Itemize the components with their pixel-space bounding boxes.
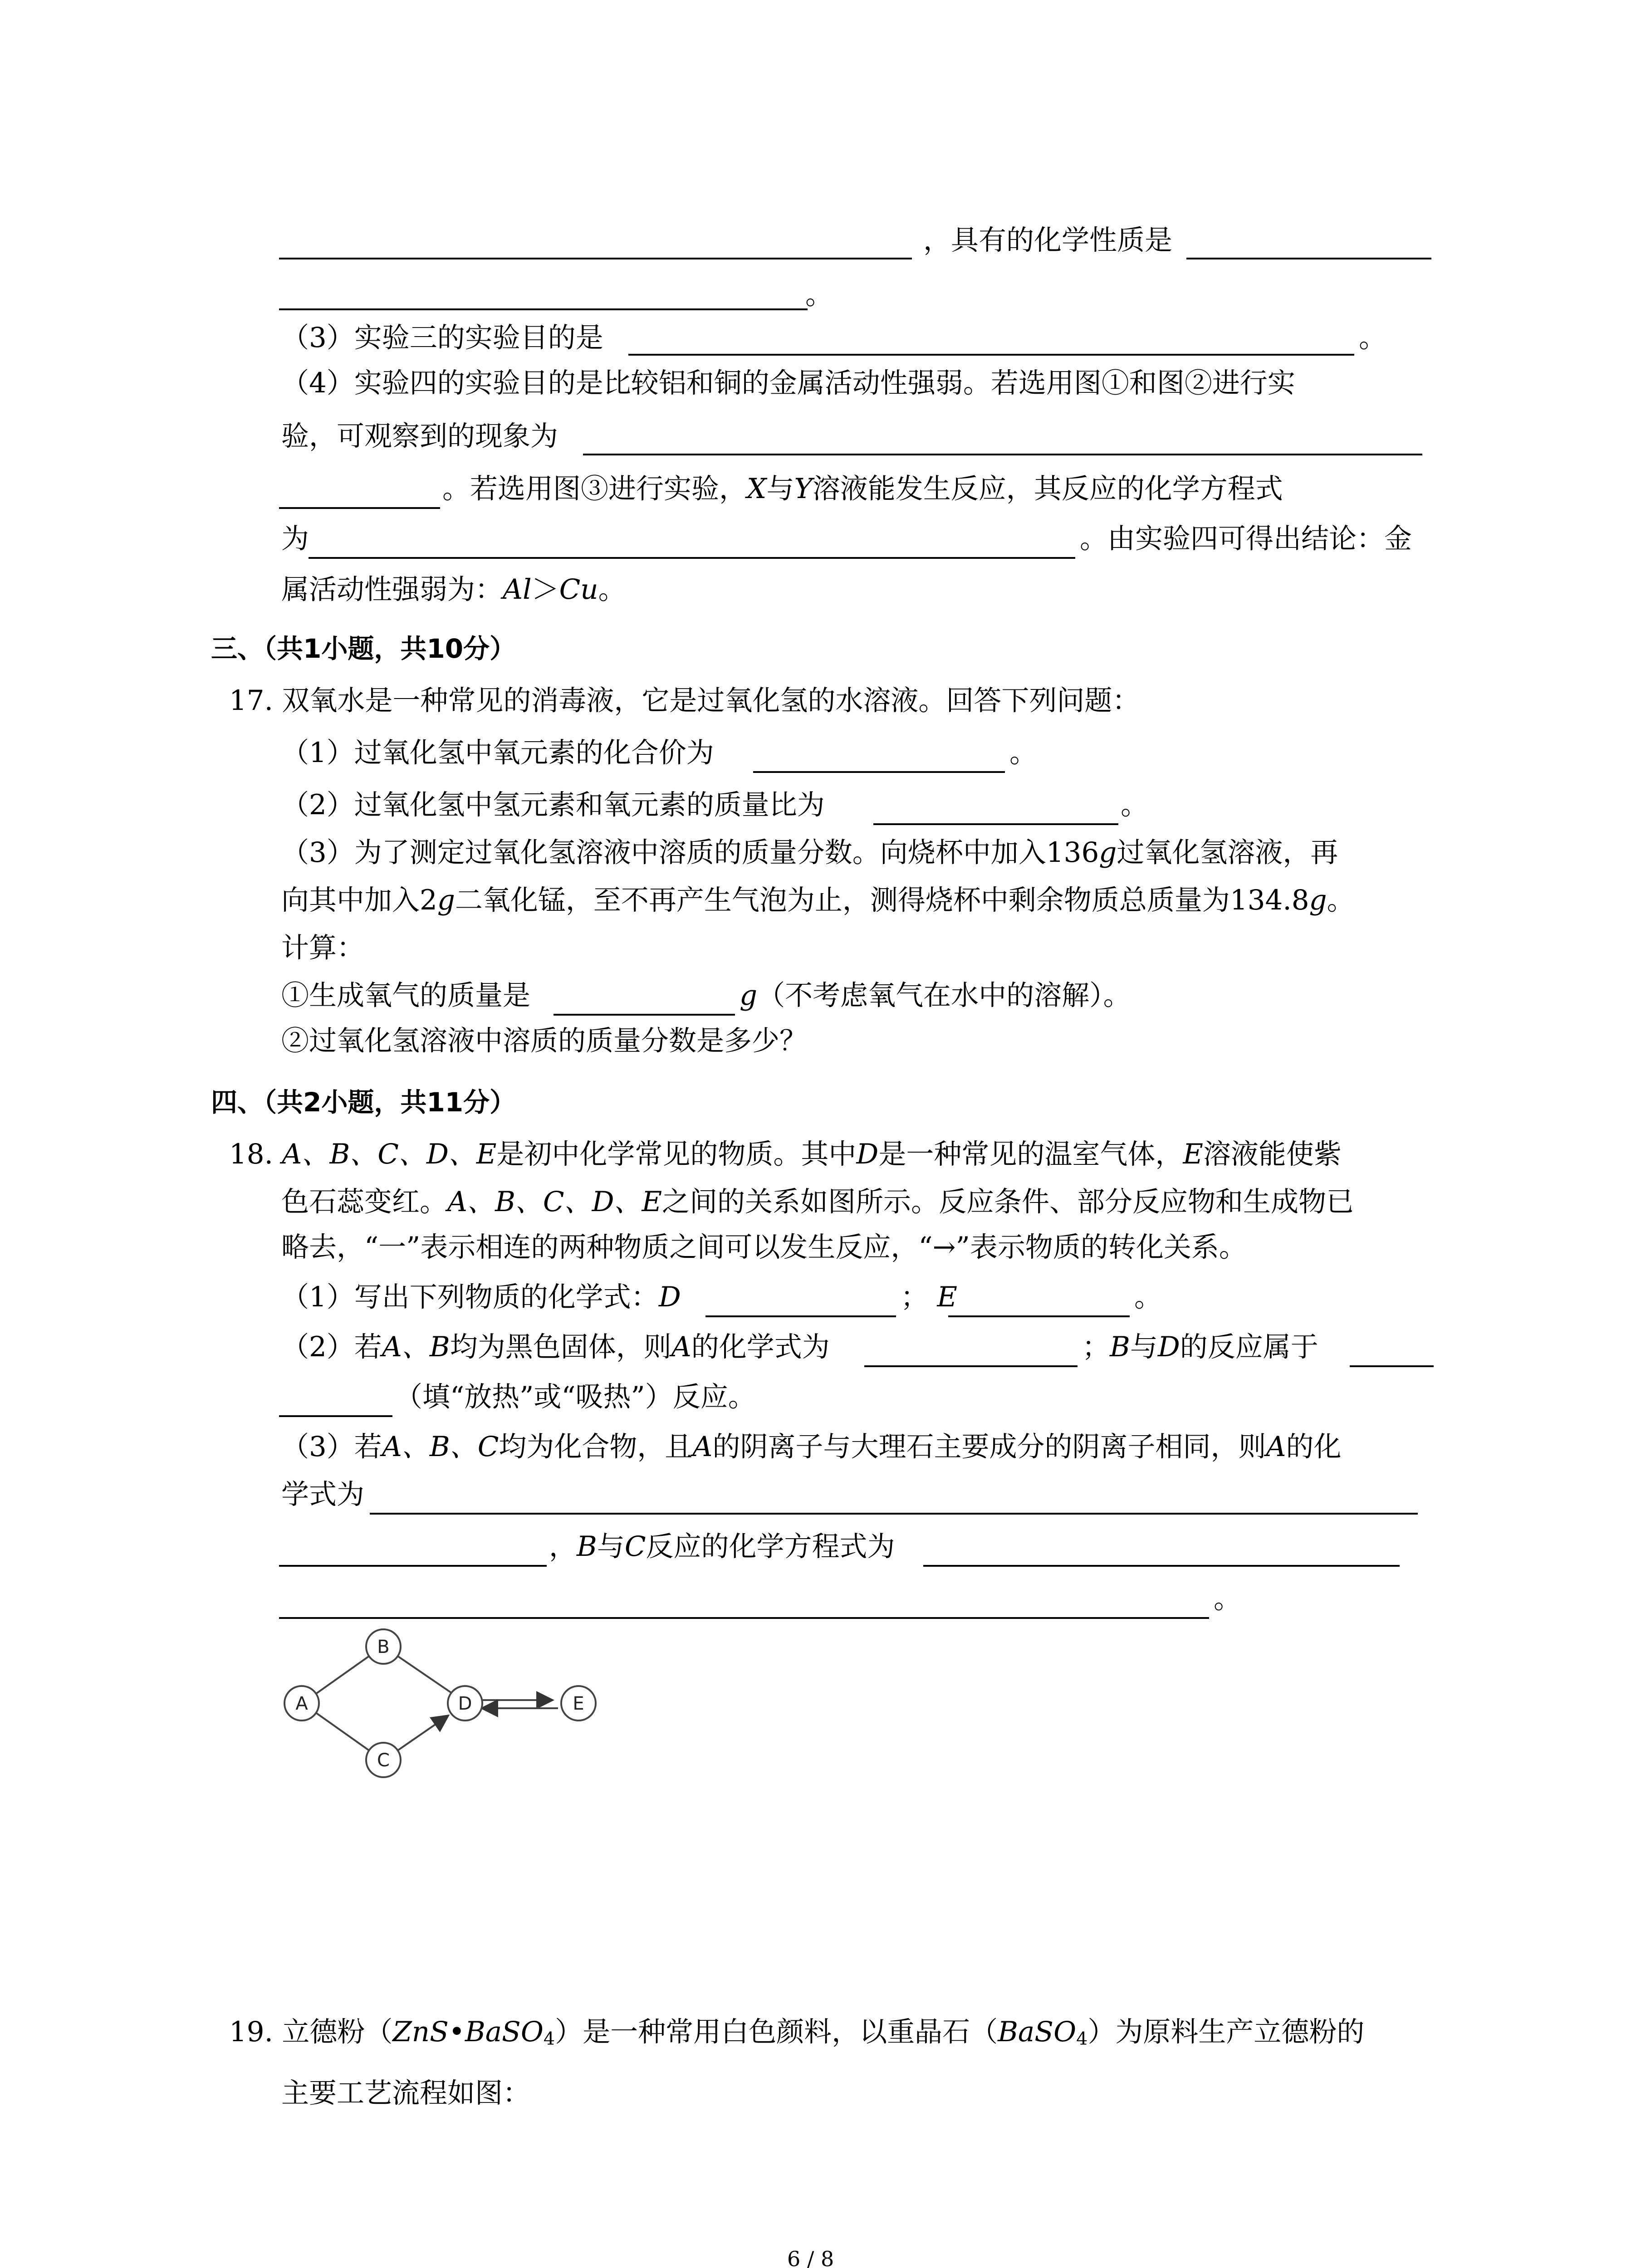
text-line: 。 xyxy=(1359,322,1387,354)
answer-blank[interactable] xyxy=(923,1565,1400,1567)
text-line: 学式为 xyxy=(281,1478,365,1510)
text-line: （2）若A、B均为黑色固体，则A的化学式为 xyxy=(281,1331,830,1363)
answer-blank[interactable] xyxy=(1186,258,1431,259)
node-c-label: C xyxy=(377,1750,390,1771)
text-line: ①生成氧气的质量是 xyxy=(281,979,531,1012)
arrow-c-to-d xyxy=(397,1716,448,1751)
text-line: （4）实验四的实验目的是比较铝和铜的金属活动性强弱。若选用图①和图②进行实 xyxy=(281,367,1295,399)
answer-blank[interactable] xyxy=(279,308,808,310)
answer-blank[interactable] xyxy=(279,258,912,259)
relation-diagram xyxy=(272,1615,608,1787)
text-line: 为 xyxy=(281,523,309,555)
text-line: 。 xyxy=(1214,1583,1242,1615)
question-stem: 17. 双氧水是一种常见的消毒液，它是过氧化氢的水溶液。回答下列问题： xyxy=(229,684,1140,717)
text-line: 色石蕊变红。A、B、C、D、E之间的关系如图所示。反应条件、部分反应物和生成物已 xyxy=(281,1186,1354,1218)
question-stem: 18. A、B、C、D、E是初中化学常见的物质。其中D是一种常见的温室气体，E溶液能使紫 xyxy=(229,1138,1342,1170)
text-line: 。 xyxy=(805,279,833,311)
text-line: g（不考虑氧气在水中的溶解）。 xyxy=(740,979,1131,1012)
answer-blank[interactable] xyxy=(628,354,1354,356)
text-line: ，B与C反应的化学方程式为 xyxy=(549,1530,895,1563)
text-line: 。 xyxy=(1121,789,1149,821)
answer-blank[interactable] xyxy=(583,454,1422,455)
text-line: ；B与D的反应属于 xyxy=(1082,1331,1318,1363)
text-line: 。 xyxy=(1009,737,1038,769)
node-a-label: A xyxy=(295,1693,308,1714)
answer-blank[interactable] xyxy=(948,1315,1130,1317)
answer-blank[interactable] xyxy=(753,771,1005,773)
text-line: （1）过氧化氢中氧元素的化合价为 xyxy=(281,737,714,769)
node-d-label: D xyxy=(458,1693,472,1714)
question-stem: 19. 立德粉（ZnS•BaSO$_4$）是一种常用白色颜料，以重晶石（BaSO$_4$）为原料生产立德粉的 xyxy=(229,2016,1365,2049)
text-line: 主要工艺流程如图： xyxy=(281,2077,531,2109)
node-e-label: E xyxy=(573,1693,584,1714)
section-heading: 四、（共2小题，共11分） xyxy=(211,1087,516,1118)
answer-blank[interactable] xyxy=(279,1415,392,1417)
text-line: 验，可观察到的现象为 xyxy=(281,420,558,452)
text-line: 略去，“一”表示相连的两种物质之间可以发生反应，“→”表示物质的转化关系。 xyxy=(281,1231,1247,1263)
section-heading: 三、（共1小题，共10分） xyxy=(211,633,516,664)
text-line: ②过氧化氢溶液中溶质的质量分数是多少？ xyxy=(281,1025,808,1057)
text-line: ； E xyxy=(901,1281,957,1313)
answer-blank[interactable] xyxy=(309,557,1075,559)
answer-blank[interactable] xyxy=(1350,1365,1434,1367)
node-b-label: B xyxy=(377,1637,390,1657)
text-line: ，具有的化学性质是 xyxy=(923,224,1173,256)
edge-b-d xyxy=(397,1656,451,1693)
page-number: 6 / 8 xyxy=(787,2247,834,2268)
text-line: 。 xyxy=(1134,1281,1162,1313)
text-line: （3）若A、B、C均为化合物，且A的阴离子与大理石主要成分的阴离子相同，则A的化 xyxy=(281,1431,1342,1463)
text-line: 。若选用图③进行实验，X与Y溶液能发生反应，其反应的化学方程式 xyxy=(442,473,1283,505)
answer-blank[interactable] xyxy=(279,507,440,509)
text-line: 计算： xyxy=(281,932,365,964)
answer-blank[interactable] xyxy=(554,1014,735,1016)
text-line: （2）过氧化氢中氢元素和氧元素的质量比为 xyxy=(281,789,825,821)
answer-blank[interactable] xyxy=(370,1513,1418,1515)
edge-a-c xyxy=(315,1712,370,1751)
answer-blank[interactable] xyxy=(279,1565,547,1567)
text-line: （填“放热”或“吸热”）反应。 xyxy=(395,1381,756,1413)
answer-blank[interactable] xyxy=(864,1365,1078,1367)
text-line: 向其中加入2g二氧化锰，至不再产生气泡为止，测得烧杯中剩余物质总质量为134.8g。 xyxy=(281,884,1355,916)
text-line: （3）实验三的实验目的是 xyxy=(281,322,603,354)
answer-blank[interactable] xyxy=(873,823,1118,825)
text-line: （3）为了测定过氧化氢溶液中溶质的质量分数。向烧杯中加入136g过氧化氢溶液，再 xyxy=(281,836,1338,869)
answer-blank[interactable] xyxy=(705,1315,896,1317)
text-line: （1）写出下列物质的化学式：D xyxy=(281,1281,681,1313)
text-line: 属活动性强弱为：Al＞Cu。 xyxy=(281,573,626,606)
text-line: 。由实验四可得出结论：金 xyxy=(1080,523,1412,555)
edge-a-b xyxy=(315,1656,370,1694)
